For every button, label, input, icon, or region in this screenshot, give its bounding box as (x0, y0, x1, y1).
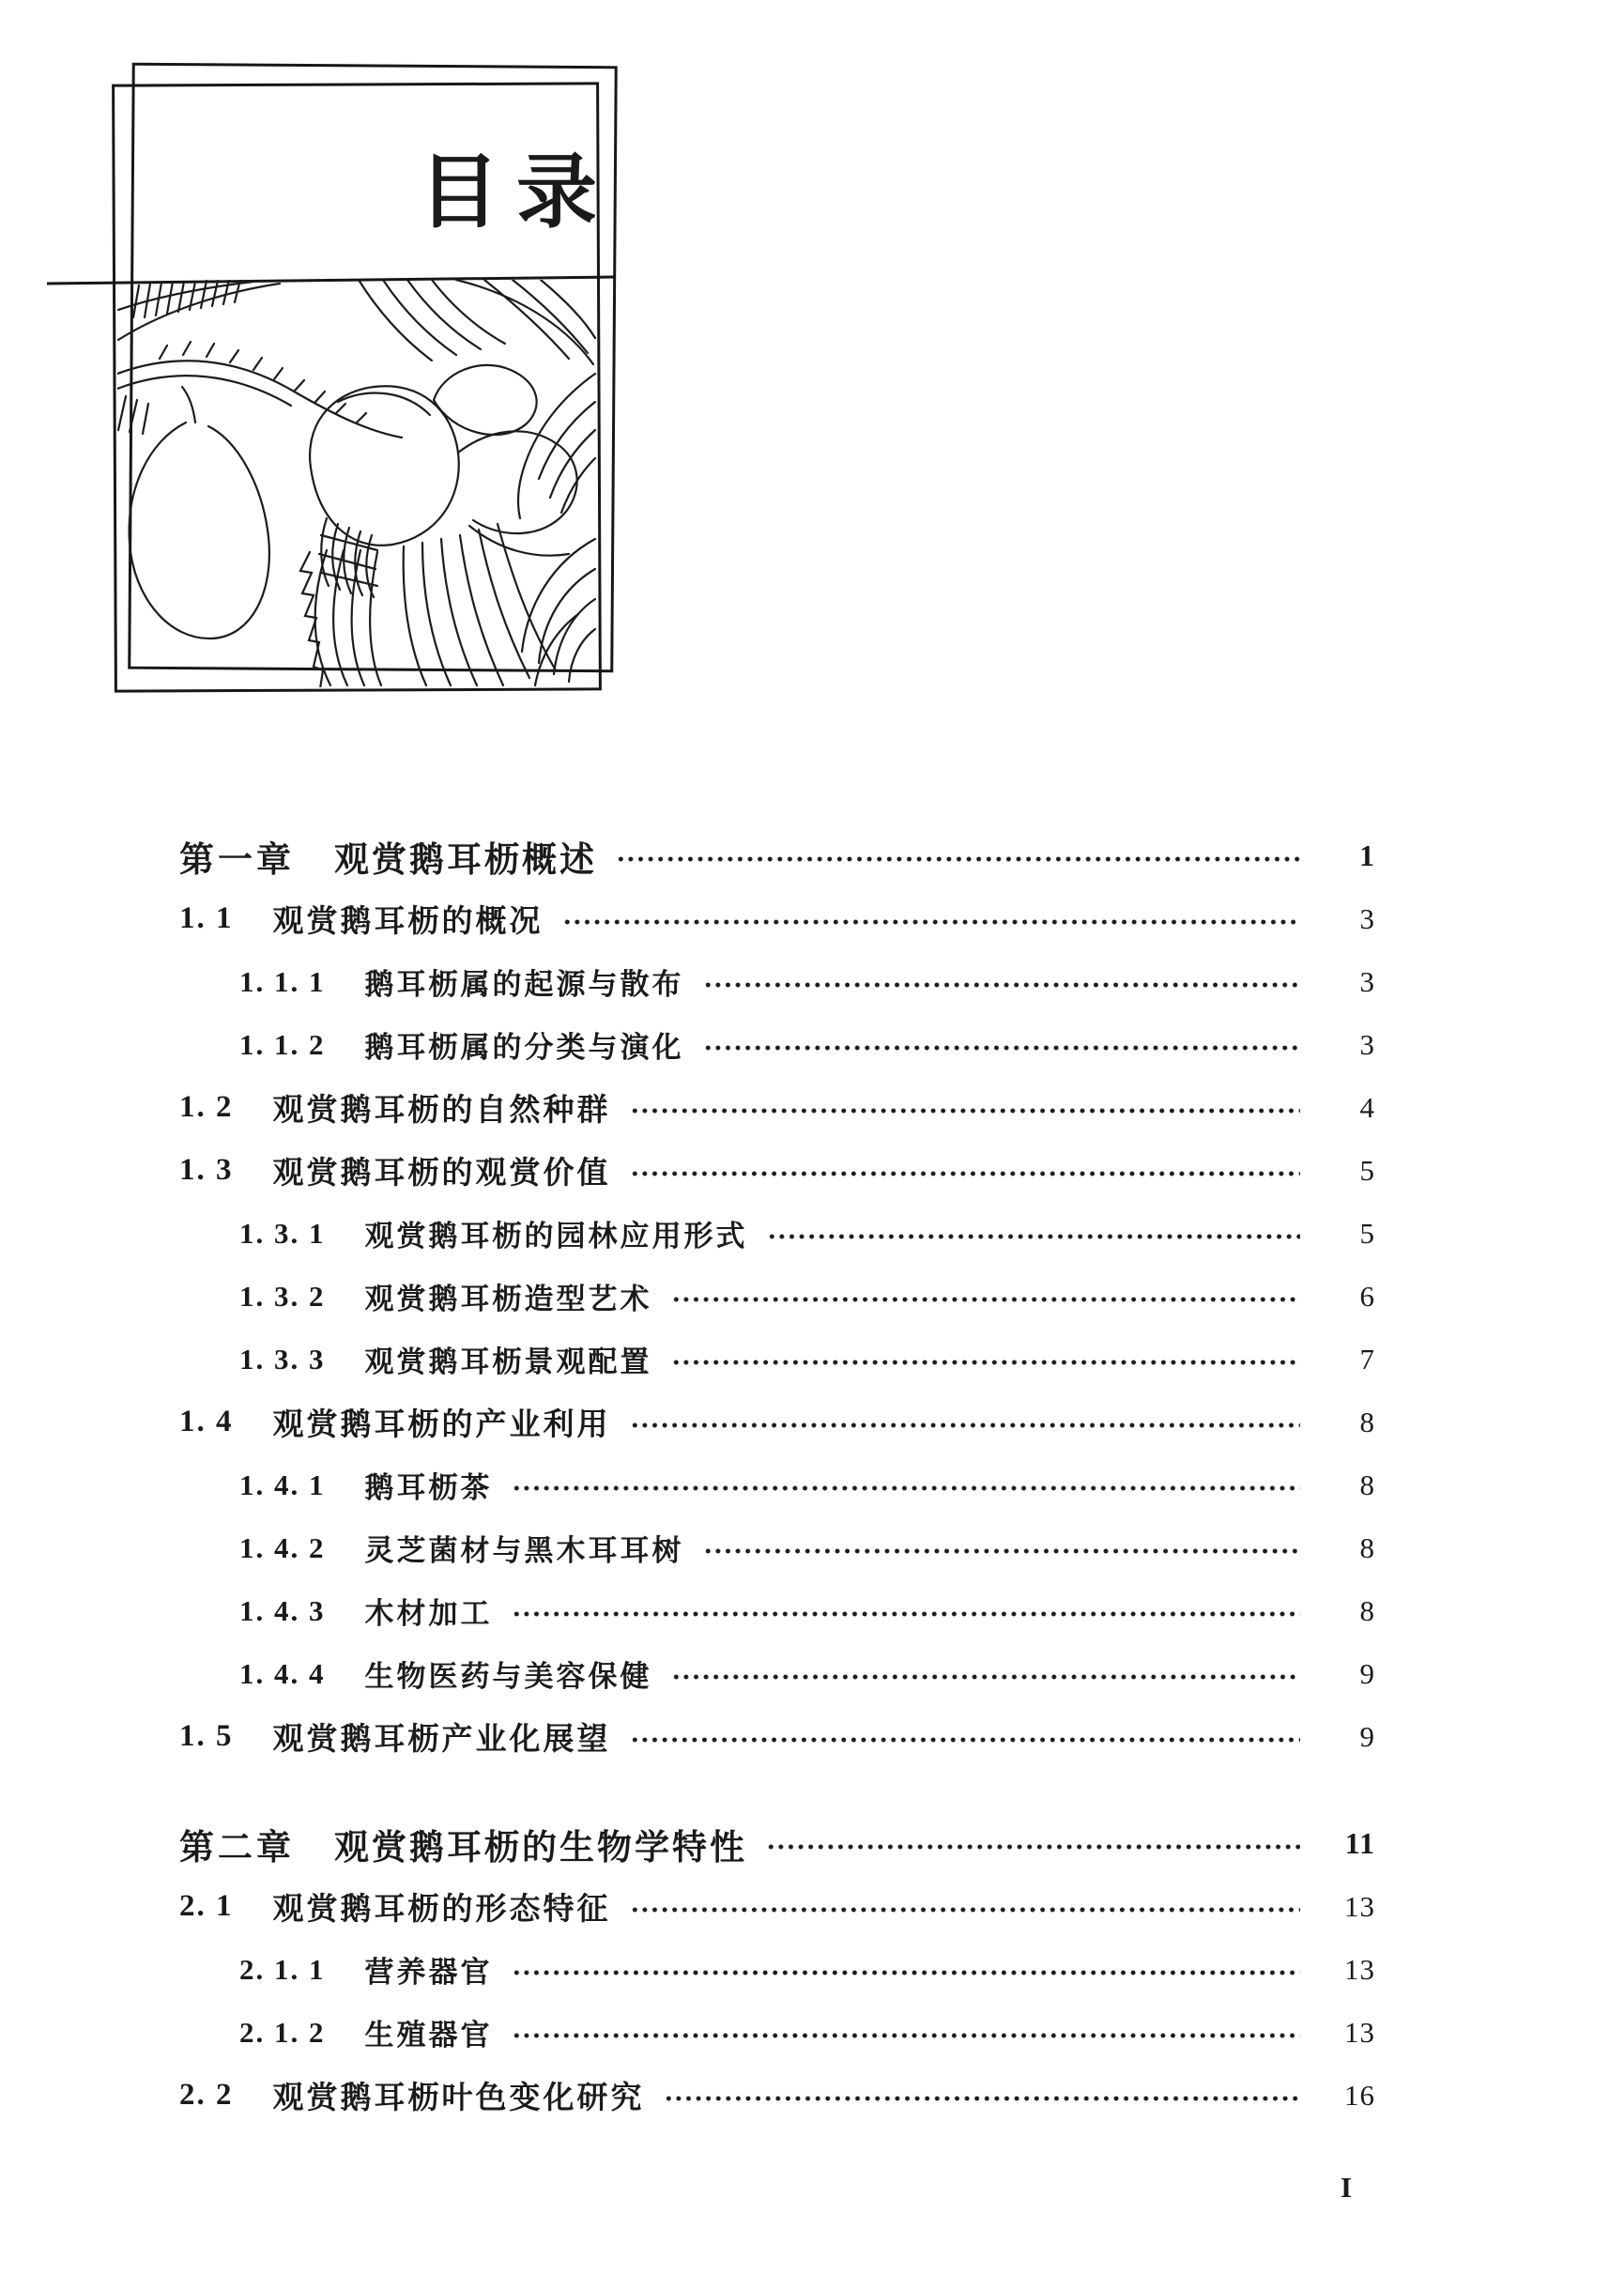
toc-entry-number: 1. 1 (179, 901, 234, 935)
toc-list (179, 824, 1375, 2127)
toc-row (179, 1013, 1375, 1076)
toc-dotted-leader (630, 1903, 1301, 1916)
toc-entry-page: 8 (1359, 1593, 1375, 1627)
toc-entry-title: 观赏鹅耳枥的观赏价值 (272, 1155, 611, 1190)
toc-entry-title: 观赏鹅耳枥的生物学特性 (334, 1827, 747, 1867)
toc-row (179, 1812, 1375, 1875)
toc-dotted-leader (512, 1966, 1301, 1979)
toc-row (179, 1391, 1375, 1453)
toc-row (179, 1328, 1375, 1391)
toc-dotted-leader (512, 2029, 1301, 2042)
toc-entry-page: 13 (1344, 2015, 1375, 2049)
toc-entry-number: 2. 1 (179, 1889, 234, 1923)
toc-entry-title: 观赏鹅耳枥的概况 (272, 903, 544, 938)
toc-entry-title: 生殖器官 (364, 2019, 493, 2052)
toc-dotted-leader (512, 1482, 1301, 1495)
toc-row (179, 1875, 1375, 1938)
toc-entry-page: 8 (1359, 1468, 1375, 1501)
toc-entry-page: 3 (1359, 1027, 1375, 1061)
toc-entry-title: 观赏鹅耳枥叶色变化研究 (272, 2080, 645, 2114)
toc-dotted-leader (766, 1840, 1300, 1853)
toc-dotted-leader (630, 1733, 1301, 1746)
toc-entry-title: 鹅耳枥属的起源与散布 (364, 968, 684, 1001)
toc-entry-title: 观赏鹅耳枥的园林应用形式 (364, 1220, 748, 1253)
toc-entry-page: 1 (1359, 838, 1375, 872)
toc-row (179, 1139, 1375, 1202)
toc-dotted-leader (562, 915, 1301, 929)
toc-row (179, 1938, 1375, 2001)
toc-row (179, 1202, 1375, 1265)
toc-entry-page: 13 (1344, 1889, 1375, 1923)
toc-entry-page: 13 (1344, 1952, 1375, 1986)
toc-entry-number: 1. 4 (179, 1405, 234, 1438)
botanical-line-art (28, 28, 648, 704)
toc-entry-title: 观赏鹅耳枥的产业利用 (272, 1407, 611, 1441)
toc-entry-number: 1. 5 (179, 1719, 234, 1753)
footer-page-number: I (1340, 2171, 1353, 2204)
toc-row (179, 887, 1375, 950)
toc-row (179, 2001, 1375, 2064)
toc-entry-title: 木材加工 (364, 1597, 493, 1630)
toc-entry-number: 1. 3. 3 (239, 1342, 326, 1376)
toc-row (179, 950, 1375, 1013)
toc-entry-page: 3 (1359, 964, 1375, 998)
toc-dotted-leader (630, 1167, 1301, 1180)
toc-entry-number: 1. 4. 4 (239, 1656, 326, 1690)
toc-dotted-leader (512, 1607, 1301, 1621)
toc-entry-page: 4 (1359, 1090, 1375, 1124)
toc-entry-number: 1. 3. 2 (239, 1279, 326, 1313)
toc-entry-number: 1. 3. 1 (239, 1216, 326, 1250)
toc-entry-number: 1. 3 (179, 1153, 234, 1187)
toc-entry-page: 6 (1359, 1279, 1375, 1313)
toc-row (179, 1579, 1375, 1642)
toc-dotted-leader (630, 1419, 1301, 1432)
toc-row (179, 1453, 1375, 1516)
toc-dotted-leader (616, 853, 1300, 866)
toc-row (179, 1516, 1375, 1579)
toc-entry-page: 8 (1359, 1530, 1375, 1564)
toc-entry-title: 鹅耳枥茶 (364, 1471, 493, 1504)
toc-entry-title: 观赏鹅耳枥的形态特征 (272, 1891, 611, 1926)
toc-row (179, 1642, 1375, 1705)
toc-entry-number: 1. 2 (179, 1090, 234, 1124)
toc-dotted-leader (630, 1104, 1301, 1117)
toc-entry-page: 16 (1344, 2078, 1375, 2112)
flower-illustration (117, 280, 595, 695)
header-artwork (28, 28, 648, 704)
toc-entry-number: 1. 1. 1 (239, 964, 326, 998)
toc-entry-number: 1. 1. 2 (239, 1027, 326, 1061)
toc-entry-number: 1. 4. 2 (239, 1530, 326, 1564)
toc-row (179, 2064, 1375, 2127)
toc-entry-number: 2. 1. 1 (239, 1952, 326, 1986)
toc-dotted-leader (671, 1356, 1301, 1369)
toc-entry-page: 9 (1359, 1719, 1375, 1753)
toc-row (179, 824, 1375, 887)
toc-entry-number: 1. 4. 1 (239, 1468, 326, 1501)
toc-entry-title: 观赏鹅耳枥产业化展望 (272, 1721, 611, 1756)
toc-dotted-leader (671, 1670, 1301, 1683)
toc-dotted-leader (767, 1230, 1301, 1243)
toc-entry-page: 8 (1359, 1405, 1375, 1438)
toc-entry-page: 5 (1359, 1153, 1375, 1187)
toc-entry-page: 3 (1359, 901, 1375, 935)
toc-entry-page: 5 (1359, 1216, 1375, 1250)
toc-row (179, 1705, 1375, 1768)
toc-row (179, 1076, 1375, 1139)
toc-dotted-leader (703, 1545, 1301, 1558)
toc-entry-title: 营养器官 (364, 1956, 493, 1989)
toc-entry-page: 11 (1344, 1826, 1375, 1860)
toc-dotted-leader (664, 2092, 1301, 2105)
toc-entry-title: 观赏鹅耳枥的自然种群 (272, 1092, 611, 1127)
toc-entry-title: 观赏鹅耳枥造型艺术 (364, 1283, 652, 1315)
toc-row (179, 1265, 1375, 1328)
toc-entry-page: 7 (1359, 1342, 1375, 1376)
toc-entry-title: 观赏鹅耳枥景观配置 (364, 1345, 652, 1378)
toc-entry-number: 第一章 (179, 839, 295, 879)
toc-entry-number: 2. 1. 2 (239, 2015, 326, 2049)
toc-dotted-leader (703, 978, 1301, 991)
toc-entry-title: 鹅耳枥属的分类与演化 (364, 1031, 684, 1064)
toc-dotted-leader (703, 1041, 1301, 1054)
toc-entry-title: 灵芝菌材与黑木耳耳树 (364, 1534, 684, 1567)
toc-entry-number: 1. 4. 3 (239, 1593, 326, 1627)
toc-entry-title: 生物医药与美容保健 (364, 1660, 652, 1693)
toc-entry-number: 2. 2 (179, 2078, 234, 2112)
toc-entry-number: 第二章 (179, 1827, 295, 1867)
toc-entry-title: 观赏鹅耳枥概述 (334, 839, 597, 879)
toc-dotted-leader (671, 1293, 1301, 1306)
toc-entry-page: 9 (1359, 1656, 1375, 1690)
page-title: 目录 (419, 147, 614, 238)
